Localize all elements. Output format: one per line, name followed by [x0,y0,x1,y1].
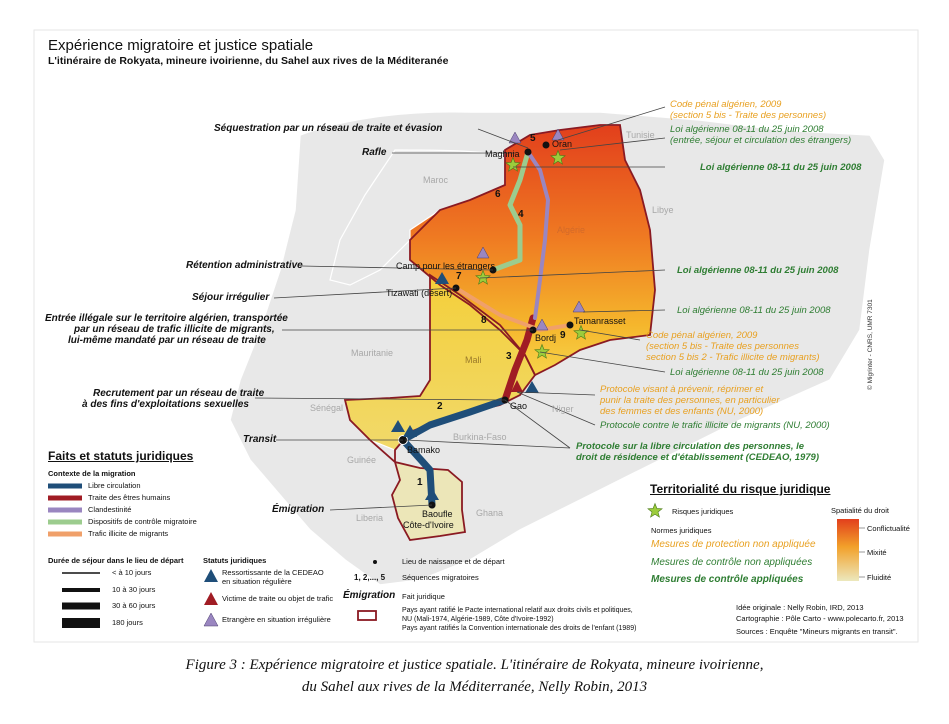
country-label-burkina: Burkina-Faso [453,432,507,442]
credit-idee: Idée originale : Nelly Robin, IRD, 2013 [736,603,864,612]
place-label-gao: Gao [510,401,528,411]
map-title: Expérience migratoire et justice spatiale [48,37,314,54]
legend-duree-item: 10 à 30 jours [112,585,156,594]
legend-risques: Risques juridiques [672,507,734,516]
legend-pays-1: Pays ayant ratifié le Pacte international relatif aux droits civils et politiques, [402,607,633,614]
legend-statut-2: Victime de traite ou objet de trafic [222,594,334,603]
place-label-bordj: Bordj [535,333,557,343]
sequence-number: 2 [437,401,443,412]
country-label-senegal: Sénégal [310,403,344,413]
legend-conflictualite: Conflictualité [867,524,910,533]
legend-contexte-title: Contexte de la migration [48,469,136,478]
country-label-ghana: Ghana [476,508,504,518]
annotation-recrut-2: à des fins d'exploitations sexuelles [82,399,249,410]
country-label-libye: Libye [652,205,674,215]
legal-loi-5: Loi algérienne 08-11 du 25 juin 2008 [670,367,824,378]
figure-caption-line1: Figure 3 : Expérience migratoire et justice spatiale. L'itinéraire de Rokyata, mineure ivoirienne, [185,657,764,673]
annotation-entree-2: par un réseau de trafic illicite de migrants, [74,324,275,335]
legend-controle-app: Mesures de contrôle appliquées [651,574,804,585]
map-subtitle: L'itinéraire de Rokyata, mineure ivoirienne, du Sahel aux rives de la Méditeranée [48,55,449,67]
legend-statut-1a: Ressortissante de la CEDEAO [222,568,324,577]
figure-caption-line2: du Sahel aux rives de la Méditerranée, Nelly Robin, 2013 [301,679,648,695]
legend-fluidite: Fluidité [867,573,892,582]
country-label-mali: Mali [465,355,482,365]
place-label-bamako: Bamako [407,445,441,455]
legend-spatialite: Spatialité du droit [831,506,889,515]
place-label-cote: Côte-d'Ivoire [403,520,454,530]
legend-fait: Fait juridique [402,592,445,601]
country-label-mauritanie: Mauritanie [351,348,394,358]
legend-lieu-dot [373,560,377,564]
annotation-recrut-1: Recrutement par un réseau de traite [93,388,265,399]
legend-duree-item: < à 10 jours [112,568,152,577]
legend-faits-title: Faits et statuts juridiques [48,449,194,463]
sequence-number: 4 [518,209,524,220]
place-label-tamanrasset: Tamanrasset [574,316,626,326]
legend-duree-title: Durée de séjour dans le lieu de départ [48,556,184,565]
sequence-number: 8 [481,315,487,326]
legend-contexte-item: Traite des êtres humains [88,493,171,502]
legal-code-penal-1: Code pénal algérien, 2009 (section 5 bis - Traite des personnes) [670,99,827,121]
legal-loi-4: Loi algérienne 08-11 du 25 juin 2008 [677,305,831,316]
sequence-number: 5 [530,133,536,144]
legal-code-penal-2: Code pénal algérien, 2009 (section 5 bis - Traite des personnes section 5 bis 2 - Trafic illicite de migrants) [646,330,820,363]
city-dot-maghnia [525,149,532,156]
sequence-number: 1 [417,477,423,488]
city-dot-oran [543,142,550,149]
annotation-retention: Rétention administrative [186,260,303,271]
legend-seq-label: Séquences migratoires [402,573,479,582]
annotation-entree-1: Entrée illégale sur le territoire algérien, transportée [45,313,288,324]
sequence-number: 3 [506,351,512,362]
city-dot-tamanrasset [567,322,574,329]
annotation-sequestration: Séquestration par un réseau de traite et évasion [214,123,443,134]
legend-contexte-item: Clandestinité [88,505,132,514]
credit-cartographie: Cartographie : Pôle Carto - www.polecarto.fr, 2013 [736,614,904,623]
sequence-number: 7 [456,271,462,282]
legend-controle-non: Mesures de contrôle non appliquées [651,557,813,568]
spatiality-gradient-bar [837,519,859,581]
legend-emigr-symbol: Émigration [343,590,396,601]
legend-duree-item: 180 jours [112,618,143,627]
country-label-niger: Niger [552,404,574,414]
sequence-number: 9 [560,330,566,341]
legal-protocole-cedeao: Protocole sur la libre circulation des personnes, le droit de résidence et d'établissement (CEDEAO, 1979) [576,441,820,463]
legal-loi-1: Loi algérienne 08-11 du 25 juin 2008 (entrée, séjour et circulation des étrangers) [670,124,852,146]
annotation-emigration: Émigration [272,504,325,515]
legend-statut-1b: en situation régulière [222,577,292,586]
country-label-liberia: Liberia [356,513,384,523]
place-label-baoufle: Baoufle [422,509,453,519]
legend-normes: Normes juridiques [651,526,712,535]
legend-protection: Mesures de protection non appliquée [651,539,816,550]
country-label-guinee: Guinée [347,455,377,465]
country-label-algerie: Algérie [557,225,586,235]
annotation-entree-3: lui-même mandaté par un réseau de traite [68,335,266,346]
country-label-tunisie: Tunisie [626,130,655,140]
legend-seq-symbol: 1, 2,..., 5 [354,573,386,582]
legend-statuts-title: Statuts juridiques [203,556,267,565]
annotation-transit: Transit [243,434,277,445]
annotation-sejour: Séjour irrégulier [192,292,270,303]
legal-loi-2: Loi algérienne 08-11 du 25 juin 2008 [700,162,862,173]
side-credit: © Migrinter - CNRS, UMR 7301 [867,299,874,390]
sequence-number: 6 [495,189,501,200]
place-label-camp: Camp pour les étrangers [396,261,496,271]
legal-protocole-traite: Protocole visant à prévenir, réprimer et punir la traite des personnes, en particulier des femmes et des enfants (NU, 2000) [600,384,780,417]
place-label-oran: Oran [552,139,573,149]
legend-duree-item: 30 à 60 jours [112,601,156,610]
legal-loi-3: Loi algérienne 08-11 du 25 juin 2008 [677,265,839,276]
legend-statut-3: Etrangère en situation irrégulière [222,615,331,624]
legend-pays-2: NU (Mali-1974, Algérie-1989, Côte d'Ivoire-1992) [402,616,554,623]
legend-mixite: Mixité [867,548,887,557]
annotation-rafle: Rafle [362,147,387,158]
legend-pays-3: Pays ayant ratifiés la Convention internationale des droits de l'enfant (1989) [402,625,637,632]
country-label-maroc: Maroc [423,175,449,185]
legend-contexte-item: Libre circulation [88,481,141,490]
credit-sources: Sources : Enquête "Mineurs migrants en transit". [736,627,898,636]
legend-lieu: Lieu de naissance et de départ [402,557,505,566]
legend-contexte-item: Trafic illicite de migrants [88,529,169,538]
legend-terr-title: Territorialité du risque juridique [650,482,831,496]
legal-protocole-trafic: Protocole contre le trafic illicite de migrants (NU, 2000) [600,420,830,431]
legend-contexte-item: Dispositifs de contrôle migratoire [88,517,197,526]
place-label-tizawati: Tizawati (désert) [386,288,453,298]
place-label-maghnia: Maghnia [485,149,520,159]
